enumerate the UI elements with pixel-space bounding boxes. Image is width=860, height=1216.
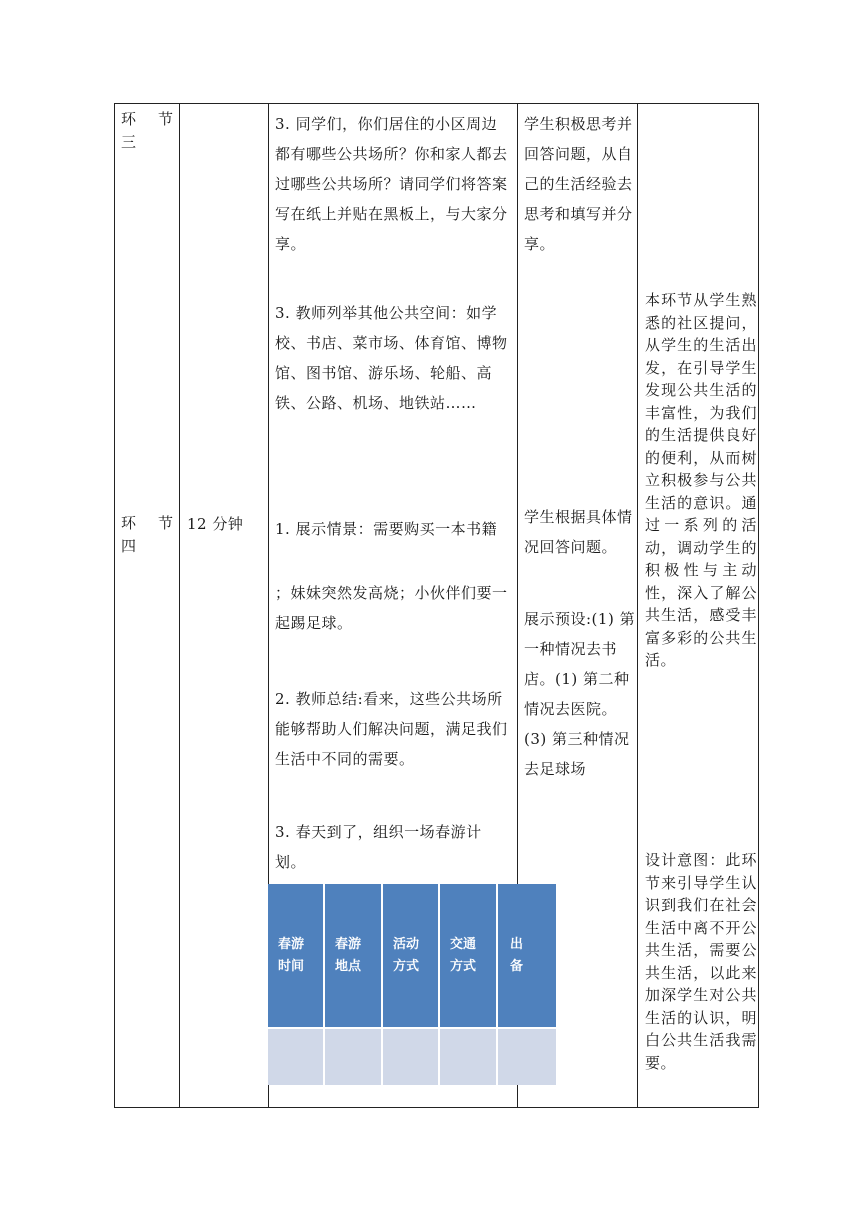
spring-outing-plan-table bbox=[268, 884, 524, 1086]
stage-four-activity-1a: 1. 展示情景：需要购买一本书籍 bbox=[275, 520, 498, 538]
column-divider bbox=[179, 104, 180, 1107]
stage-three-activity: 3. 同学们，你们居住的小区周边都有哪些公共场所？你和家人都去过哪些公共场所？请同学们将答案写在纸上并贴在黑板上，与大家分享。 bbox=[275, 115, 508, 253]
stage-four-activity-2: 2. 教师总结:看来，这些公共场所能够帮助人们解决问题，满足我们生活中不同的需要。 bbox=[275, 690, 508, 768]
plan-header-label: 春游 地点 bbox=[335, 936, 362, 974]
plan-header-transport bbox=[440, 884, 498, 1027]
stage-four-student-preset: 展示预设:(1) 第一种情况去书店。(1) 第二种情况去医院。(3) 第三种情况去足球场 bbox=[524, 610, 636, 778]
stage-char: 环 bbox=[121, 514, 137, 532]
column-divider bbox=[637, 104, 638, 1107]
stage-char: 环 bbox=[121, 110, 137, 128]
lesson-plan-table bbox=[114, 103, 759, 1108]
plan-header-label: 交通 方式 bbox=[450, 936, 477, 974]
stage-char: 三 bbox=[121, 133, 137, 151]
design-intent-1: 本环节从学生熟悉的社区提问，从学生的生活出发，在引导学生发现公共生活的丰富性，为我们的生活提供良好的便利，从而树立积极参与公共生活的意识。通过一系列的活动，调动学生的积极性与主动性，深入了解公共生活，感受丰富多彩的公共生活。 bbox=[645, 291, 757, 669]
plan-cell bbox=[325, 1029, 383, 1085]
plan-header-activity bbox=[383, 884, 440, 1027]
plan-header-time bbox=[268, 884, 325, 1027]
plan-header-place bbox=[325, 884, 383, 1027]
stage-four-time: 12 分钟 bbox=[187, 515, 244, 533]
stage-char: 节 bbox=[157, 514, 173, 532]
plan-cell bbox=[383, 1029, 440, 1085]
stage-four-activity-1b: ；妹妹突然发高烧；小伙伴们要一起踢足球。 bbox=[275, 584, 508, 632]
plan-header-label: 春游 时间 bbox=[278, 936, 305, 974]
plan-header-label: 活动 方式 bbox=[393, 936, 420, 974]
teacher-public-space-list: 3. 教师列举其他公共空间：如学校、书店、菜市场、体育馆、博物馆、图书馆、游乐场、轮船、高铁、公路、机场、地铁站…… bbox=[275, 304, 508, 412]
plan-cell bbox=[268, 1029, 325, 1085]
plan-cell bbox=[498, 1029, 558, 1085]
design-intent-2: 设计意图：此环节来引导学生认识到我们在社会生活中离不开公共生活，需要公共生活，以此来加深学生对公共生活的认识，明白公共生活我需要。 bbox=[645, 851, 757, 1072]
stage-four-student-activity: 学生根据具体情况回答问题。 bbox=[524, 508, 633, 556]
stage-char: 节 bbox=[157, 110, 173, 128]
plan-cell bbox=[440, 1029, 498, 1085]
stage-four-activity-3: 3. 春天到了，组织一场春游计划。 bbox=[275, 823, 482, 871]
plan-header-supplies bbox=[498, 884, 558, 1027]
plan-header-label: 出 备 bbox=[510, 936, 524, 974]
stage-three-student-activity: 学生积极思考并回答问题，从自己的生活经验去思考和填写并分享。 bbox=[524, 115, 633, 253]
stage-char: 四 bbox=[121, 537, 137, 555]
